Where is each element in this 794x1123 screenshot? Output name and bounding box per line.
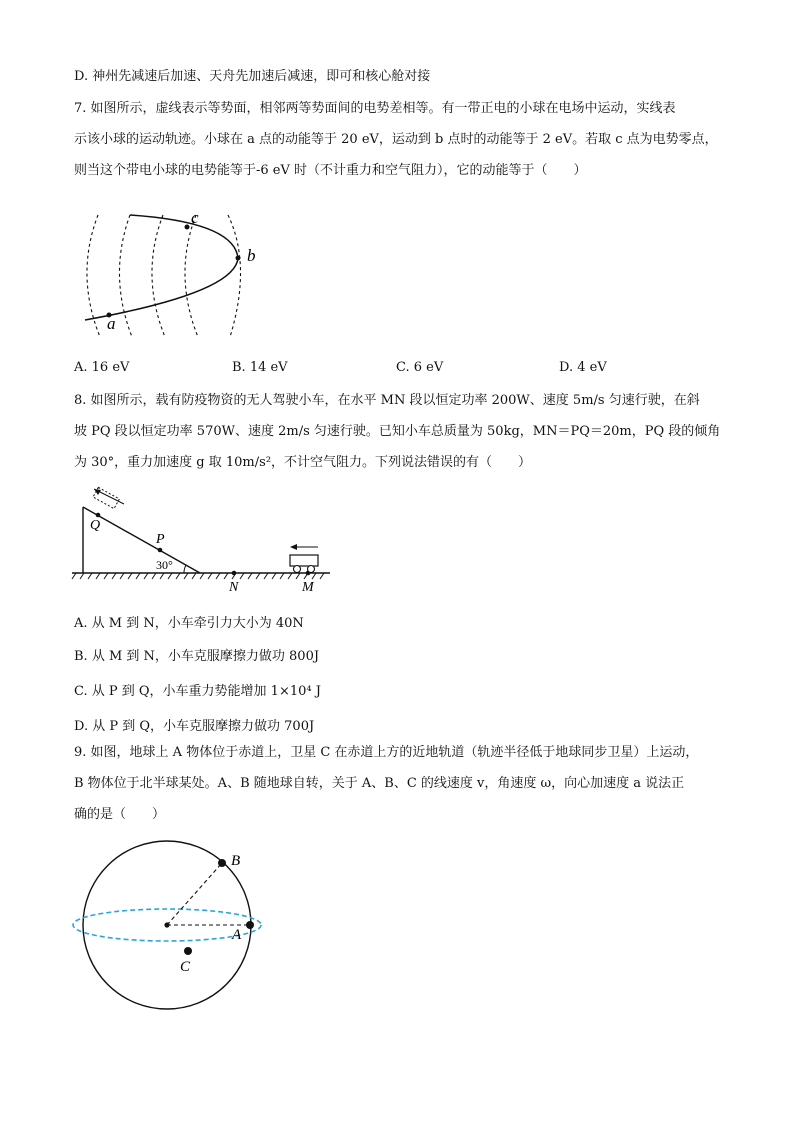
q7-stem-line-3: 则当这个带电小球的电势能等于-6 eV 时（不计重力和空气阻力），它的动能等于（ ） <box>74 163 587 178</box>
equipotential-line-2 <box>119 215 132 337</box>
angle-arc <box>184 565 186 573</box>
label-a: a <box>107 314 116 333</box>
q6-option-d: D. 神州先减速后加速、天舟先加速后减速，即可和核心舱对接 <box>74 69 431 84</box>
incline <box>83 507 200 573</box>
q8-slope-figure <box>72 485 342 595</box>
equipotential-line-3 <box>152 215 165 337</box>
cart-on-ground <box>290 555 318 573</box>
q8-option-b: B. 从 M 到 N，小车克服摩擦力做功 800J <box>74 649 320 664</box>
label-Q: Q <box>90 518 101 533</box>
point-c <box>185 225 190 230</box>
label-N: N <box>229 580 239 595</box>
q7-equipotential-figure <box>70 205 280 345</box>
q8-stem-line-1: 8. 如图所示，载有防疫物资的无人驾驶小车，在水平 MN 段以恒定功率 200W、速度 5m/s 匀速行驶，在斜 <box>74 393 700 408</box>
q7-stem-line-1: 7. 如图所示，虚线表示等势面，相邻两等势面间的电势差相等。有一带正电的小球在电场中运动，实线表 <box>74 101 676 116</box>
angle-label: 30° <box>156 558 173 572</box>
label-b: b <box>247 246 256 265</box>
q7-option-d: D. 4 eV <box>559 360 607 375</box>
q8-stem-line-2: 坡 PQ 段以恒定功率 570W、速度 2m/s 匀速行驶。已知小车总质量为 50kg，MN＝PQ＝20m，PQ 段的倾角 <box>74 424 721 439</box>
q9-stem-line-3: 确的是（ ） <box>74 807 166 822</box>
trajectory-curve <box>85 215 238 320</box>
q7-option-b: B. 14 eV <box>232 360 288 375</box>
q8-option-a: A. 从 M 到 N，小车牵引力大小为 40N <box>74 616 304 631</box>
radius-to-B <box>167 863 222 925</box>
equipotential-line-5 <box>228 215 241 337</box>
q8-option-c: C. 从 P 到 Q，小车重力势能增加 1×10⁴ J <box>74 684 321 699</box>
point-A <box>246 921 254 929</box>
label-P: P <box>156 532 165 547</box>
q9-stem-line-1: 9. 如图，地球上 A 物体位于赤道上，卫星 C 在赤道上方的近地轨道（轨迹半径低于地球同步卫星）上运动， <box>74 745 699 760</box>
point-B <box>218 859 226 867</box>
q7-option-a: A. 16 eV <box>74 360 130 375</box>
earth-center <box>164 922 169 927</box>
point-C <box>184 947 192 955</box>
q9-stem-line-2: B 物体位于北半球某处。A、B 随地球自转，关于 A、B、C 的线速度 v，角速度 ω，向心加速度 a 说法正 <box>74 776 685 791</box>
q9-earth-figure <box>70 835 270 1015</box>
label-c: c <box>191 208 199 227</box>
label-A: A <box>232 927 242 943</box>
label-M: M <box>302 580 314 595</box>
label-C: C <box>180 959 191 975</box>
q8-stem-line-3: 为 30°，重力加速度 g 取 10m/s²，不计空气阻力。下列说法错误的有（ ） <box>74 455 532 470</box>
label-B: B <box>231 853 241 869</box>
q7-option-c: C. 6 eV <box>396 360 444 375</box>
equipotential-line-4 <box>185 215 198 337</box>
point-N <box>232 571 237 576</box>
point-Q <box>96 513 101 518</box>
q8-option-d: D. 从 P 到 Q，小车克服摩擦力做功 700J <box>74 719 315 734</box>
q7-stem-line-2: 示该小球的运动轨迹。小球在 a 点的动能等于 20 eV，运动到 b 点时的动能等于 2 eV。若取 c 点为电势零点， <box>74 132 718 147</box>
point-P <box>158 548 163 553</box>
point-b <box>236 256 241 261</box>
